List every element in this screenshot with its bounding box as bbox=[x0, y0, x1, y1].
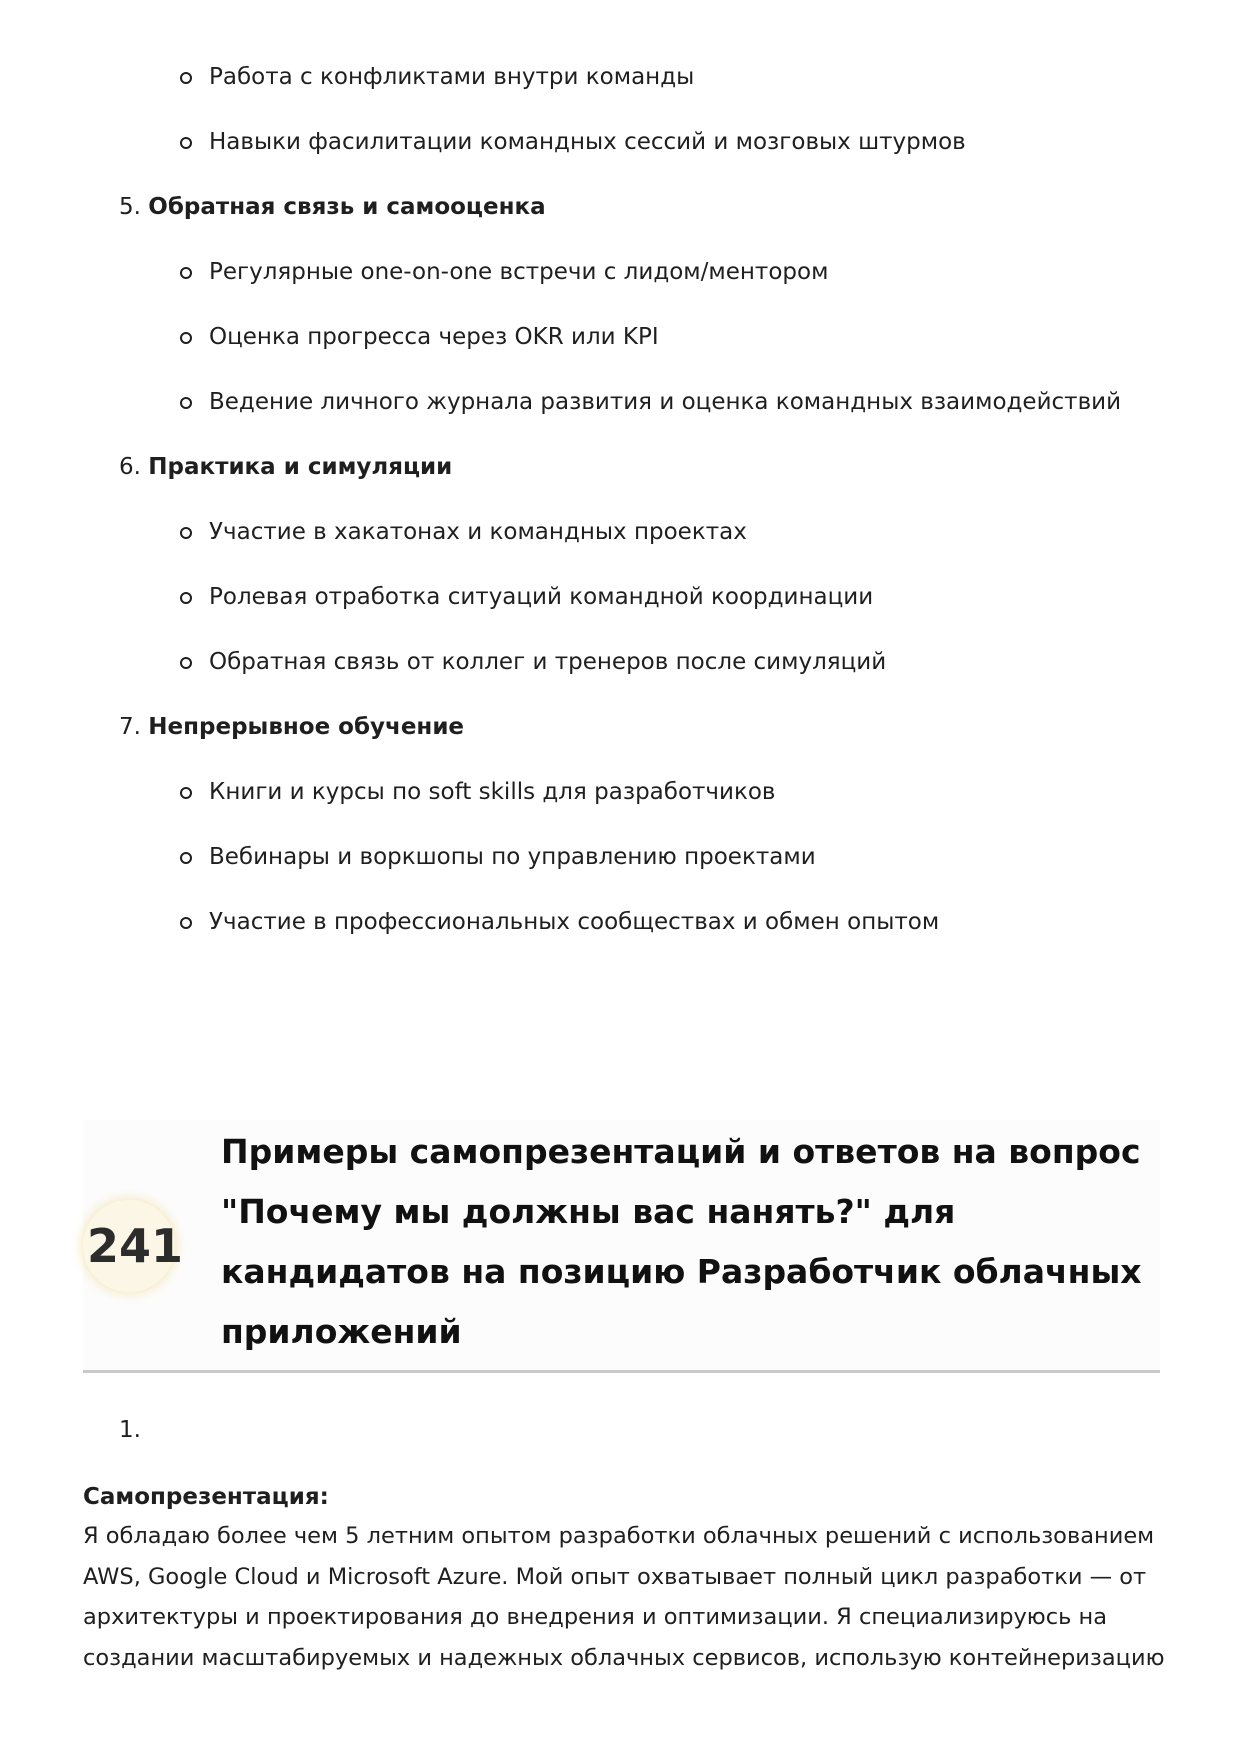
section-title-line: кандидатов на позицию Разработчик облачных bbox=[221, 1252, 1142, 1291]
list-number: 6. bbox=[119, 454, 141, 480]
list-number: 1. bbox=[119, 1417, 141, 1443]
circle-bullet-icon bbox=[180, 852, 192, 864]
circle-bullet-icon bbox=[180, 657, 192, 669]
paragraph-line: AWS, Google Cloud и Microsoft Azure. Мой опыт охватывает полный цикл разработки — от bbox=[83, 1563, 1147, 1590]
circle-bullet-icon bbox=[180, 787, 192, 799]
circle-bullet-icon bbox=[180, 332, 192, 344]
circle-bullet-icon bbox=[180, 72, 192, 84]
section-title-line: Примеры самопрезентаций и ответов на вопрос bbox=[221, 1132, 1141, 1171]
paragraph-line: создании масштабируемых и надежных облачных сервисов, использую контейнеризацию bbox=[83, 1644, 1165, 1671]
section-title bbox=[221, 1122, 1156, 1362]
circle-bullet-icon bbox=[180, 592, 192, 604]
document-page: Работа с конфликтами внутри команды Навыки фасилитации командных сессий и мозговых штурмов 5. Обратная связь и самооценка Регулярные one-on-one встречи с лидом/ментором Оценка прогресса через OKR или KPI Ведение личного журнала развития и оценка командных взаимодействий 6. Практика и симуляции Участие в хакатонах и командных проектах Ролевая отработка ситуаций командной координации Обратная связь от коллег и тренеров после симуляций 7. Непрерывное обучение Книги и курсы по soft skills для разработчиков Вебинары и воркшопы по управлению проектами Участие в профессиональных сообществах и обмен опытом 241 Примеры самопрезентаций и ответов на вопрос "Почему мы должны вас нанять?" для кандидатов на позицию Разработчик облачных приложений 1. Самопрезентация: Я обладаю более чем 5 летним опытом разработки облачных решений с использованием AWS, Google Cloud и Microsoft Azure. Мой опыт охватывает полный цикл разработки — от архитектуры и проектирования до внедрения и оптимизации. Я специализируюсь на создании масштабируемых и надежных облачных сервисов, использую контейнеризацию bbox=[0, 0, 1239, 1753]
numbered-heading bbox=[119, 452, 452, 482]
numbered-heading bbox=[119, 192, 546, 222]
section-number-badge: 241 bbox=[83, 1200, 175, 1292]
section-title-line: приложений bbox=[221, 1312, 462, 1351]
section-title-line: "Почему мы должны вас нанять?" для bbox=[221, 1192, 956, 1231]
circle-bullet-icon bbox=[180, 137, 192, 149]
list-heading-title: Практика и симуляции bbox=[148, 454, 453, 480]
paragraph-line: Я обладаю более чем 5 летним опытом разработки облачных решений с использованием bbox=[83, 1523, 1155, 1549]
paragraph-label: Самопрезентация: bbox=[83, 1484, 329, 1510]
body-paragraph bbox=[83, 1516, 1163, 1678]
paragraph-line: архитектуры и проектирования до внедрения и оптимизации. Я специализируюсь на bbox=[83, 1604, 1108, 1630]
circle-bullet-icon bbox=[180, 267, 192, 279]
list-heading-title: Обратная связь и самооценка bbox=[148, 194, 546, 220]
numbered-heading bbox=[119, 712, 464, 742]
circle-bullet-icon bbox=[180, 397, 192, 409]
list-number: 5. bbox=[119, 194, 141, 220]
section-header bbox=[83, 1120, 1160, 1373]
list-number: 7. bbox=[119, 714, 141, 740]
circle-bullet-icon bbox=[180, 527, 192, 539]
list-heading-title: Непрерывное обучение bbox=[148, 714, 465, 740]
circle-bullet-icon bbox=[180, 917, 192, 929]
